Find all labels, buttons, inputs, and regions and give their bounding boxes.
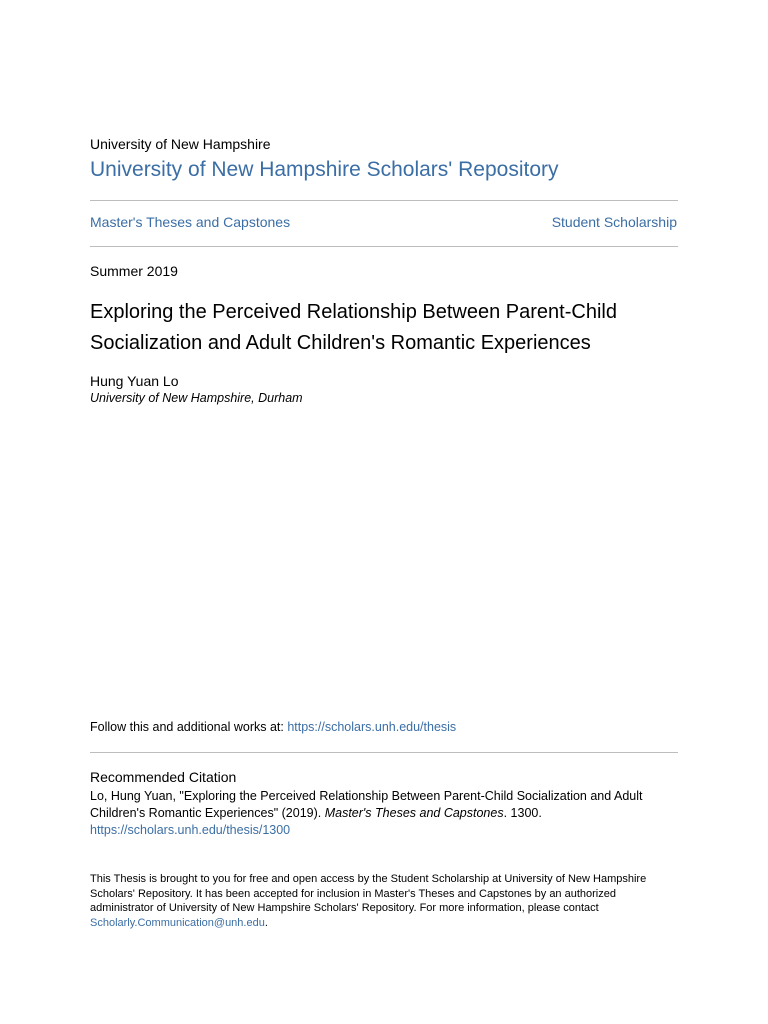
divider-nav [90,246,678,247]
collection-link[interactable]: Master's Theses and Capstones [90,214,291,230]
notice-end: . [264,916,268,929]
institution-name: University of New Hampshire [90,136,271,152]
citation-number: . 1300. [503,806,542,820]
publication-date: Summer 2019 [90,263,178,279]
citation-body [90,788,680,839]
citation-text: Lo, Hung Yuan, "Exploring the Perceived Relationship Between Parent-Child Socialization and Adult Children's Romantic Experiences" (2019). [90,789,643,820]
follow-line [90,719,456,735]
repository-link[interactable]: University of New Hampshire Scholars' Repository [90,158,559,181]
student-scholarship-link[interactable]: Student Scholarship [551,214,677,230]
follow-link[interactable]: https://scholars.unh.edu/thesis [287,720,457,734]
follow-text: Follow this and additional works at: [90,720,288,734]
access-notice [90,872,680,930]
citation-heading: Recommended Citation [90,769,237,785]
divider-top [90,200,678,201]
author-name: Hung Yuan Lo [90,373,179,389]
citation-link[interactable]: https://scholars.unh.edu/thesis/1300 [90,823,291,837]
author-affiliation: University of New Hampshire, Durham [90,391,303,405]
citation-series: Master's Theses and Capstones [324,806,504,820]
thesis-title: Exploring the Perceived Relationship Between Parent-Child Socialization and Adult Children's Romantic Experiences [90,301,617,354]
contact-email-link[interactable]: Scholarly.Communication@unh.edu [90,916,265,929]
notice-text: This Thesis is brought to you for free and open access by the Student Scholarship at University of New Hampshire Scholars' Repository. It has been accepted for inclusion in Master's Theses and Capstones by an authorized administrator of University of New Hampshire Scholars' Repository. For more information, please contact [90,873,647,914]
divider-citation [90,752,678,753]
